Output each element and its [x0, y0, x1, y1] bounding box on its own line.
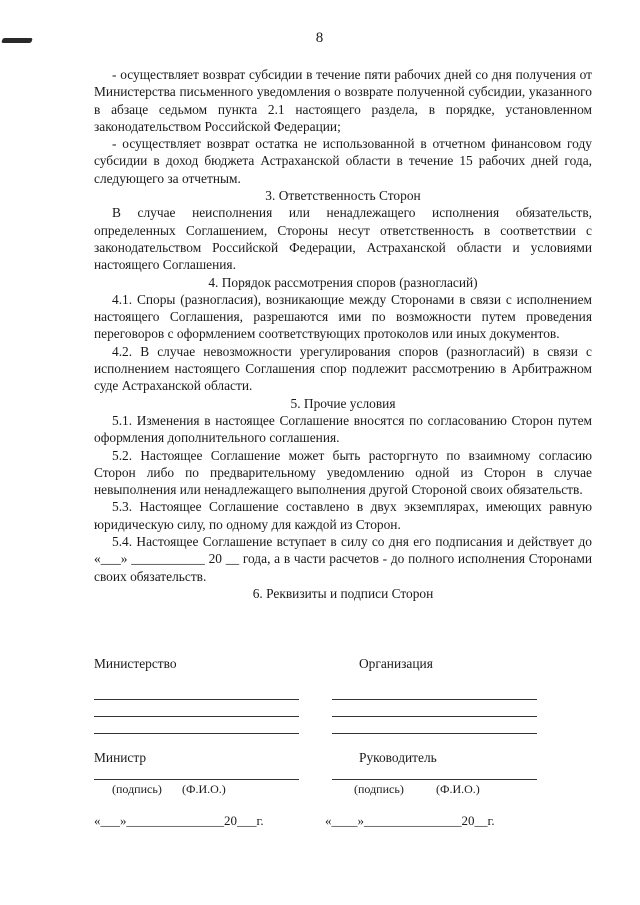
section-3-text: В случае неисполнения или ненадлежащего исполнения обязательств, определенных Соглашением, Стороны несут ответственность в соответствии с законодательством Российской Федерации, Астраханской области и условиями настоящего Соглашения.	[94, 205, 592, 273]
minister-label: Министр	[94, 750, 147, 765]
ministry-line-3	[94, 733, 299, 734]
document-body	[94, 66, 592, 602]
minister-name-caption: (Ф.И.О.)	[182, 782, 226, 796]
director-label: Руководитель	[359, 750, 437, 765]
page-number: 8	[315, 30, 325, 46]
organization-line-1	[332, 699, 537, 700]
paragraph-return-remainder: - осуществляет возврат остатка не использованной в отчетном финансовом году субсидии в доход бюджета Астраханской области в течение 15 рабочих дней года, следующего за отчетным.	[94, 136, 592, 186]
section-5-3: 5.3. Настоящее Соглашение составлено в двух экземплярах, имеющих равную юридическую силу, по одному для каждой из Сторон.	[94, 499, 592, 532]
director-signature-caption: (подпись)	[354, 782, 404, 796]
minister-date: «___»_______________20___г.	[94, 813, 264, 828]
section-5-1: 5.1. Изменения в настоящее Соглашение вносятся по согласованию Сторон путем оформления дополнительного соглашения.	[94, 412, 592, 446]
ministry-label: Министерство	[94, 656, 177, 671]
signature-block	[94, 656, 592, 856]
director-name-caption: (Ф.И.О.)	[436, 782, 480, 796]
organization-line-2	[332, 716, 537, 717]
section-4-2: 4.2. В случае невозможности урегулирования споров (разногласий) в связи с исполнением настоящего Соглашения спор подлежит рассмотрению в Арбитражном суде Астраханской области.	[94, 343, 592, 394]
section-6-heading: 6. Реквизиты и подписи Сторон	[252, 585, 434, 601]
ministry-line-2	[94, 716, 299, 717]
minister-signature-line	[94, 779, 299, 780]
organization-label: Организация	[359, 656, 433, 671]
section-3-heading: 3. Ответственность Сторон	[265, 188, 421, 204]
organization-line-3	[332, 733, 537, 734]
paragraph-return-subsidy: - осуществляет возврат субсидии в течение пяти рабочих дней со дня получения от Министерства письменного уведомления о возврате полученной субсидии, указанного в абзаце седьмом пункта 2.1 настоящего раздела, в порядке, установленном законодательством Российской Федерации;	[94, 67, 592, 134]
director-signature-line	[332, 779, 537, 780]
section-5-2: 5.2. Настоящее Соглашение может быть расторгнуто по взаимному согласию Сторон либо по предварительному уведомлению одной из Сторон в случае невыполнения или ненадлежащего выполнения другой Стороной своих обязательств.	[94, 447, 592, 498]
section-5-4: 5.4. Настоящее Соглашение вступает в силу со дня его подписания и действует до «___» ___________ 20 __ года, а в части расчетов - до полного исполнения Сторонами своих обязательств.	[94, 534, 592, 584]
section-4-1: 4.1. Споры (разногласия), возникающие между Сторонами в связи с исполнением настоящего Соглашения, разрешаются ими по возможности путем проведения переговоров с оформлением соответствующих протоколов или иных документов.	[94, 291, 592, 342]
section-5-heading: 5. Прочие условия	[290, 395, 396, 411]
ministry-line-1	[94, 699, 299, 700]
section-4-heading: 4. Порядок рассмотрения споров (разногласий)	[208, 274, 478, 290]
minister-signature-caption: (подпись)	[112, 782, 162, 796]
director-date: «____»_______________20__г.	[325, 813, 495, 828]
